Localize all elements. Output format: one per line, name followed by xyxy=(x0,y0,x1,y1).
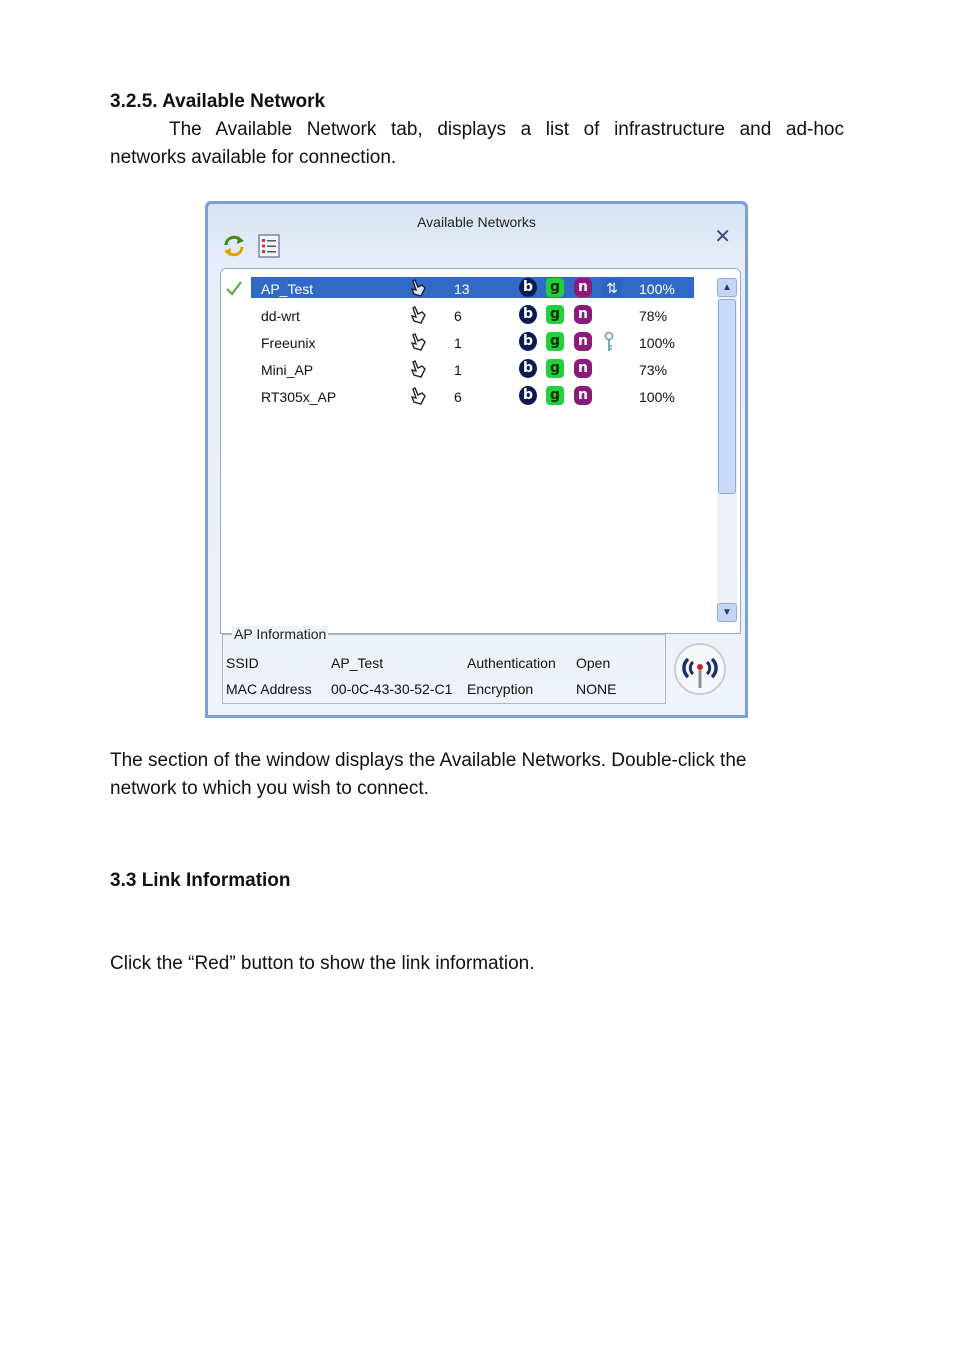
authentication-value: Open xyxy=(576,655,611,671)
available-networks-window xyxy=(205,201,748,718)
scroll-up-button[interactable]: ▲ xyxy=(717,278,737,297)
mode-b-icon: b xyxy=(519,359,537,378)
refresh-icon[interactable] xyxy=(222,234,246,258)
wireless-signal-icon[interactable] xyxy=(673,642,727,696)
section2-heading: 3.3 Link Information xyxy=(110,870,291,891)
network-channel: 6 xyxy=(454,389,462,405)
network-channel: 1 xyxy=(454,335,462,351)
key-icon xyxy=(601,331,617,353)
intro-line-1: The Available Network tab, displays a list of infrastructure and ad-hoc xyxy=(169,119,844,140)
mode-b-icon: b xyxy=(519,305,537,324)
selection-highlight xyxy=(251,277,694,298)
network-ssid: AP_Test xyxy=(261,281,314,297)
close-icon[interactable]: ✕ xyxy=(714,226,731,248)
mode-g-icon: g xyxy=(546,278,564,297)
network-signal: 73% xyxy=(639,362,668,378)
network-row[interactable] xyxy=(221,358,713,385)
body-line-2: network to which you wish to connect. xyxy=(110,778,429,799)
network-row[interactable] xyxy=(221,277,713,304)
network-channel: 1 xyxy=(454,362,462,378)
network-list xyxy=(220,268,741,634)
network-signal: 78% xyxy=(639,308,668,324)
network-row[interactable] xyxy=(221,385,713,412)
hand-icon xyxy=(409,278,429,298)
mode-g-icon: g xyxy=(546,332,564,351)
mode-g-icon: g xyxy=(546,386,564,405)
body-line-1: The section of the window displays the Available Networks. Double-click the xyxy=(110,750,747,771)
network-ssid: RT305x_AP xyxy=(261,389,337,405)
check-icon xyxy=(224,278,244,298)
mode-b-icon: b xyxy=(519,332,537,351)
intro-line-2: networks available for connection. xyxy=(110,147,397,168)
window-title: Available Networks xyxy=(417,214,536,230)
mac-address-label: MAC Address xyxy=(226,681,312,697)
network-channel: 13 xyxy=(454,281,470,297)
authentication-label: Authentication xyxy=(467,655,556,671)
network-signal: 100% xyxy=(639,281,675,297)
network-channel: 6 xyxy=(454,308,462,324)
network-ssid: dd-wrt xyxy=(261,308,300,324)
encryption-value: NONE xyxy=(576,681,617,697)
list-icon[interactable] xyxy=(257,234,281,258)
network-ssid: Mini_AP xyxy=(261,362,314,378)
mode-b-icon: b xyxy=(519,278,537,297)
ssid-label: SSID xyxy=(226,655,259,671)
mode-n-icon: n xyxy=(574,359,592,378)
ssid-value: AP_Test xyxy=(331,655,384,671)
encryption-label: Encryption xyxy=(467,681,534,697)
scroll-thumb[interactable] xyxy=(718,299,736,494)
mode-g-icon: g xyxy=(546,305,564,324)
hand-icon xyxy=(409,386,429,406)
mode-n-icon: n xyxy=(574,305,592,324)
network-ssid: Freeunix xyxy=(261,335,316,351)
window-body xyxy=(208,204,745,715)
hand-icon xyxy=(409,305,429,325)
hand-icon xyxy=(409,332,429,352)
network-row[interactable] xyxy=(221,331,713,358)
mode-n-icon: n xyxy=(574,386,592,405)
scrollbar[interactable] xyxy=(717,278,737,622)
hand-icon xyxy=(409,359,429,379)
adhoc-icon: ⇅ xyxy=(602,278,622,298)
mode-g-icon: g xyxy=(546,359,564,378)
network-signal: 100% xyxy=(639,335,675,351)
scroll-down-button[interactable]: ▼ xyxy=(717,603,737,622)
mode-n-icon: n xyxy=(574,278,592,297)
network-row[interactable] xyxy=(221,304,713,331)
mac-address-value: 00-0C-43-30-52-C1 xyxy=(331,681,453,697)
ap-information-legend: AP Information xyxy=(234,626,327,642)
network-signal: 100% xyxy=(639,389,675,405)
section-heading: 3.2.5. Available Network xyxy=(110,91,326,112)
section2-text: Click the “Red” button to show the link information. xyxy=(110,953,535,974)
mode-b-icon: b xyxy=(519,386,537,405)
ap-information-group xyxy=(222,626,666,704)
mode-n-icon: n xyxy=(574,332,592,351)
